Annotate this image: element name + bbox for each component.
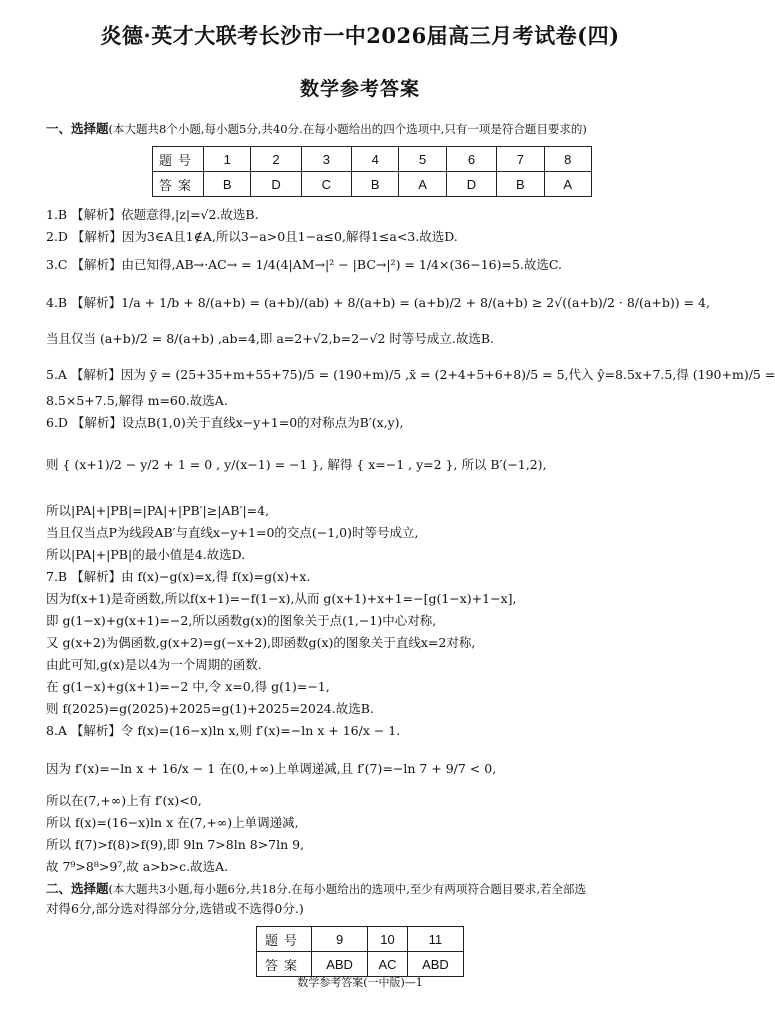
solution-4-line2: 当且仅当 (a+b)/2 = 8/(a+b) ,ab=4,即 a=2+√2,b=2−√2 时等号成立.故选B.	[46, 331, 495, 346]
question-number: 9	[312, 927, 368, 952]
answer-cell: A	[399, 172, 446, 197]
solution-5-line1: 5.A 【解析】因为 ȳ = (25+35+m+55+75)/5 = (190+m)/5 ,x̄ = (2+4+5+6+8)/5 = 5,代入 ŷ=8.5x+7.5,得 (190+m)/5 =	[46, 367, 775, 382]
solution-4-line1: 4.B 【解析】1/a + 1/b + 8/(a+b) = (a+b)/(ab) + 8/(a+b) = (a+b)/2 + 8/(a+b) ≥ 2√((a+b)/2 · 8/(a+b)) = 4,	[46, 295, 710, 310]
section2-description-1: (本大题共3小题,每小题6分,共18分.在每小题给出的选项中,至少有两项符合题目要求,若全部选	[108, 882, 587, 896]
solution-7-line3: 即 g(1−x)+g(x+1)=−2,所以函数g(x)的图象关于点(1,−1)中心对称,	[46, 613, 437, 628]
answer-cell: B	[497, 172, 544, 197]
table-row	[257, 952, 464, 977]
answer-cell: D	[251, 172, 301, 197]
section2-heading-line	[46, 880, 676, 898]
solution-7-line1: 7.B 【解析】由 f(x)−g(x)=x,得 f(x)=g(x)+x.	[46, 569, 311, 584]
answer-cell: ABD	[312, 952, 368, 977]
solution-7-line2: 因为f(x+1)是奇函数,所以f(x+1)=−f(1−x),从而 g(x+1)+x+1=−[g(1−x)+1−x],	[46, 591, 517, 606]
answer-cell: B	[352, 172, 399, 197]
section2-heading: 二、选择题	[46, 881, 109, 896]
solution-8-line1: 8.A 【解析】令 f(x)=(16−x)ln x,则 f′(x)=−ln x + 16/x − 1.	[46, 723, 401, 738]
page-footer: 数学参考答案(一中版)—1	[297, 976, 423, 989]
row-label-question: 题号	[257, 927, 312, 952]
question-number: 7	[497, 147, 544, 172]
question-number: 6	[446, 147, 496, 172]
solution-8-line5: 所以 f(7)>f(8)>f(9),即 9ln 7>8ln 8>7ln 9,	[46, 837, 305, 852]
solution-6-line3: 所以|PA|+|PB|=|PA|+|PB′|≥|AB′|=4,	[46, 503, 270, 518]
question-number: 3	[301, 147, 351, 172]
solution-2: 2.D 【解析】因为3∈A且1∉A,所以3−a>0且1−a≤0,解得1≤a<3.故选D.	[46, 229, 458, 244]
document-subtitle: 数学参考答案	[299, 78, 420, 100]
solution-6-line1: 6.D 【解析】设点B(1,0)关于直线x−y+1=0的对称点为B′(x,y),	[46, 415, 404, 430]
solution-6-line4: 当且仅当点P为线段AB′与直线x−y+1=0的交点(−1,0)时等号成立,	[46, 525, 419, 540]
solution-7-line6: 在 g(1−x)+g(x+1)=−2 中,令 x=0,得 g(1)=−1,	[46, 679, 330, 694]
solution-5-line2: 8.5×5+7.5,解得 m=60.故选A.	[46, 393, 228, 408]
question-number: 10	[368, 927, 408, 952]
question-number: 4	[352, 147, 399, 172]
section2-description-2: 对得6分,部分选对得部分分,选错或不选得0分.)	[46, 901, 304, 916]
solution-8-line3: 所以在(7,+∞)上有 f′(x)<0,	[46, 793, 202, 808]
row-label-answer: 答案	[153, 172, 204, 197]
section2-answer-table	[256, 926, 464, 977]
exam-title: 炎德·英才大联考长沙市一中2026届高三月考试卷(四)	[100, 23, 620, 48]
row-label-question: 题号	[153, 147, 204, 172]
answer-cell: B	[204, 172, 251, 197]
section1-description: (本大题共8个小题,每小题5分,共40分.在每小题给出的四个选项中,只有一项是符合题目要求的)	[108, 122, 587, 136]
section1-answer-table	[152, 146, 592, 197]
solution-6-line5: 所以|PA|+|PB|的最小值是4.故选D.	[46, 547, 246, 562]
solution-8-line2: 因为 f′(x)=−ln x + 16/x − 1 在(0,+∞)上单调递减,且 f′(7)=−ln 7 + 9/7 < 0,	[46, 761, 497, 776]
solution-7-line7: 则 f(2025)=g(2025)+2025=g(1)+2025=2024.故选B.	[46, 701, 374, 716]
solution-3: 3.C 【解析】由已知得,AB→·AC→ = 1/4(4|AM→|² − |BC→|²) = 1/4×(36−16)=5.故选C.	[46, 257, 562, 272]
question-number: 11	[407, 927, 463, 952]
table-row	[257, 927, 464, 952]
answer-cell: C	[301, 172, 351, 197]
solution-8-line6: 故 7⁹>8⁸>9⁷,故 a>b>c.故选A.	[46, 859, 229, 874]
table-row	[153, 147, 592, 172]
solution-8-line4: 所以 f(x)=(16−x)ln x 在(7,+∞)上单调递减,	[46, 815, 299, 830]
table-row	[153, 172, 592, 197]
question-number: 1	[204, 147, 251, 172]
answer-cell: AC	[368, 952, 408, 977]
answer-cell: ABD	[407, 952, 463, 977]
solution-7-line5: 由此可知,g(x)是以4为一个周期的函数.	[46, 657, 262, 672]
answer-cell: D	[446, 172, 496, 197]
solution-6-system: 则 { (x+1)/2 − y/2 + 1 = 0 , y/(x−1) = −1 }, 解得 { x=−1 , y=2 }, 所以 B′(−1,2),	[46, 457, 547, 472]
section1-heading-line	[46, 120, 676, 138]
solution-1: 1.B 【解析】依题意得,|z|=√2.故选B.	[46, 207, 259, 222]
question-number: 5	[399, 147, 446, 172]
question-number: 8	[544, 147, 592, 172]
question-number: 2	[251, 147, 301, 172]
solution-7-line4: 又 g(x+2)为偶函数,g(x+2)=g(−x+2),即函数g(x)的图象关于直线x=2对称,	[46, 635, 476, 650]
section1-heading: 一、选择题	[46, 121, 109, 136]
row-label-answer: 答案	[257, 952, 312, 977]
answer-cell: A	[544, 172, 592, 197]
